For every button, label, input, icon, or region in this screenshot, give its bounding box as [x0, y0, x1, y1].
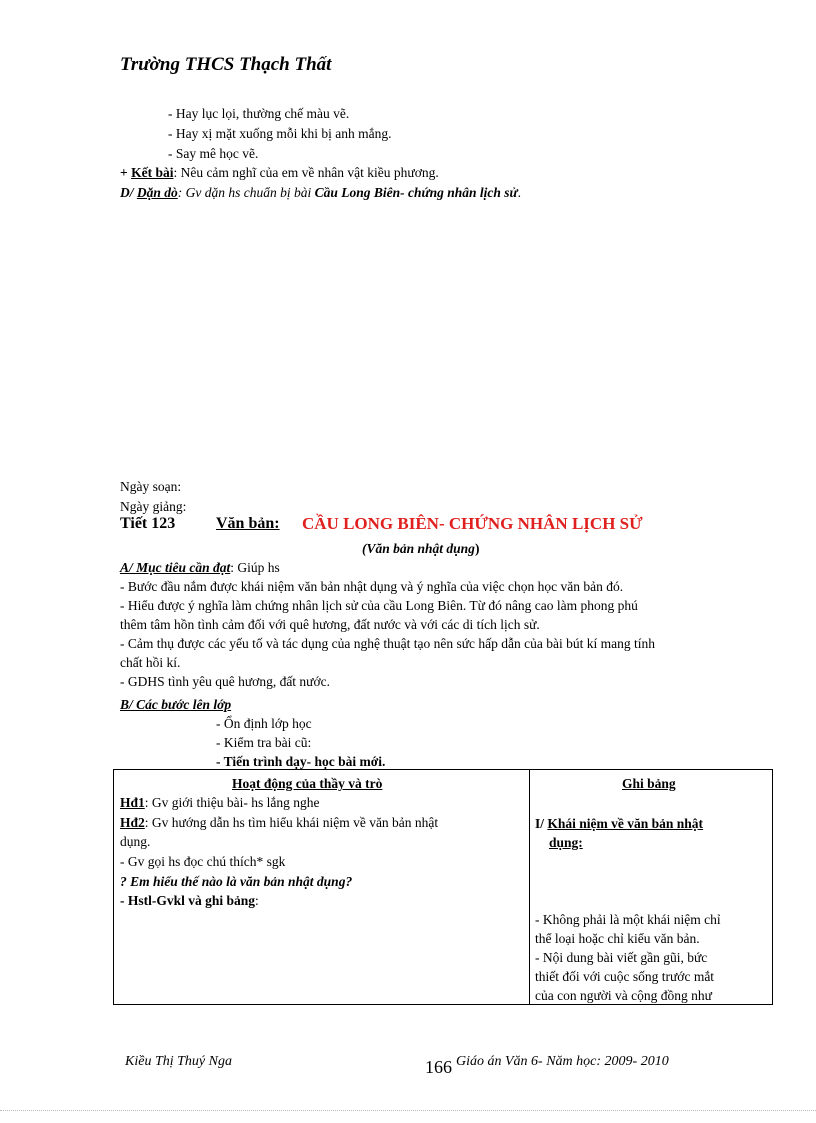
- conclusion-label: Kết bài: [131, 165, 174, 180]
- goals-heading: [120, 558, 280, 577]
- activity-table: [113, 769, 773, 1005]
- hd1-text: : Gv giới thiệu bài- hs lắng nghe: [144, 795, 320, 810]
- subtitle-open: (: [362, 541, 367, 556]
- goals-list: [120, 577, 655, 691]
- list-item: - Tiến trình dạy- học bài mới.: [216, 754, 386, 769]
- goals-suffix: : Giúp hs: [230, 560, 280, 575]
- col-left-header: Hoạt động của thầy và trò: [232, 776, 383, 791]
- footer-author: Kiều Thị Thuý Nga: [125, 1054, 232, 1069]
- page-number: 166: [425, 1057, 452, 1077]
- read-notes-line: - Gv gọi hs đọc chú thích* sgk: [120, 854, 286, 869]
- text-type-label: Văn bản:: [216, 515, 280, 532]
- date-prep: Ngày soạn:: [120, 479, 182, 494]
- right-heading-text: Khái niệm về văn bản nhật: [547, 816, 704, 831]
- conclusion-text: : Nêu cảm nghĩ của em về nhân vật kiều phương.: [173, 165, 439, 180]
- hd2-label: Hđ2: [120, 815, 145, 830]
- date-teach: Ngày giảng:: [120, 499, 187, 514]
- list-item: - GDHS tình yêu quê hương, đất nước.: [120, 674, 331, 689]
- list-item: của con người và cộng đồng như: [535, 988, 712, 1003]
- list-item: - Không phải là một khái niệm chỉ: [535, 912, 721, 927]
- hd1-line: [120, 793, 320, 812]
- lesson-subtitle: [362, 539, 479, 558]
- list-item: chất hồi kí.: [120, 655, 181, 670]
- page-bottom-rule: [0, 1110, 816, 1111]
- list-item: - Hay lục lọi, thường chế màu vẽ.: [168, 106, 350, 121]
- homework-line: [120, 183, 521, 202]
- list-item: - Hiểu được ý nghĩa làm chứng nhân lịch sử của cầu Long Biên. Từ đó nâng cao làm phong phú: [120, 598, 638, 613]
- trait-list: [168, 104, 391, 163]
- conclusion-prefix: +: [120, 165, 132, 180]
- homework-label: Dặn dò: [136, 185, 178, 200]
- homework-prefix: D/: [120, 185, 137, 200]
- list-item: - Hay xị mặt xuống mỗi khi bị anh mắng.: [168, 126, 392, 141]
- goals-label: A/ Mục tiêu cần đạt: [120, 560, 231, 575]
- school-header: Trường THCS Thạch Thất: [120, 54, 332, 75]
- hd2-line: [120, 813, 438, 832]
- answer-label: - Hstl-Gvkl và ghi bảng: [120, 893, 256, 908]
- subtitle-close: ): [474, 541, 480, 556]
- homework-end: .: [517, 185, 521, 200]
- footer-course: Giáo án Văn 6- Năm học: 2009- 2010: [456, 1054, 669, 1069]
- period-label: Tiết 123: [120, 515, 176, 532]
- list-item: - Ổn định lớp học: [216, 716, 312, 731]
- right-heading-prefix: I/: [535, 816, 548, 831]
- list-item: thể loại hoặc chỉ kiểu văn bản.: [535, 931, 700, 946]
- right-notes: [535, 910, 721, 1005]
- list-item: - Bước đầu nắm được khái niệm văn bản nhật dụng và ý nghĩa của việc chọn học văn bản đó.: [120, 579, 624, 594]
- right-heading: [535, 814, 703, 833]
- steps-heading: B/ Các bước lên lớp: [120, 697, 232, 712]
- answer-colon: :: [255, 893, 259, 908]
- lesson-title: CẦU LONG BIÊN- CHỨNG NHÂN LỊCH SỬ: [302, 514, 643, 533]
- hd2-text: : Gv hướng dẫn hs tìm hiểu khái niệm về văn bản nhật: [144, 815, 439, 830]
- hd2-continuation: dụng.: [120, 834, 151, 849]
- answer-line: [120, 891, 259, 910]
- col-right-header: Ghi bảng: [622, 776, 676, 791]
- conclusion-line: [120, 163, 439, 182]
- steps-list: [216, 714, 385, 771]
- column-divider: [529, 770, 530, 1004]
- homework-text: : Gv dặn hs chuẩn bị bài: [177, 185, 315, 200]
- list-item: - Cảm thụ được các yếu tố và tác dụng của nghệ thuật tạo nên sức hấp dẫn của bài bút kí mang tính: [120, 636, 655, 651]
- hd1-label: Hđ1: [120, 795, 145, 810]
- question-line: ? Em hiểu thế nào là văn bản nhật dụng?: [120, 874, 353, 889]
- list-item: thiết đối với cuộc sống trước mắt: [535, 969, 715, 984]
- list-item: - Kiểm tra bài cũ:: [216, 735, 312, 750]
- list-item: - Say mê học vẽ.: [168, 146, 259, 161]
- list-item: thêm tâm hồn tình cảm đối với quê hương, đất nước và với các di tích lịch sử.: [120, 617, 540, 632]
- homework-title: Cầu Long Biên- chứng nhân lịch sử: [314, 185, 518, 200]
- list-item: - Nội dung bài viết gần gũi, bức: [535, 950, 708, 965]
- right-heading-cont: dụng:: [549, 835, 583, 850]
- subtitle-text: Văn bản nhật dụng: [366, 541, 475, 556]
